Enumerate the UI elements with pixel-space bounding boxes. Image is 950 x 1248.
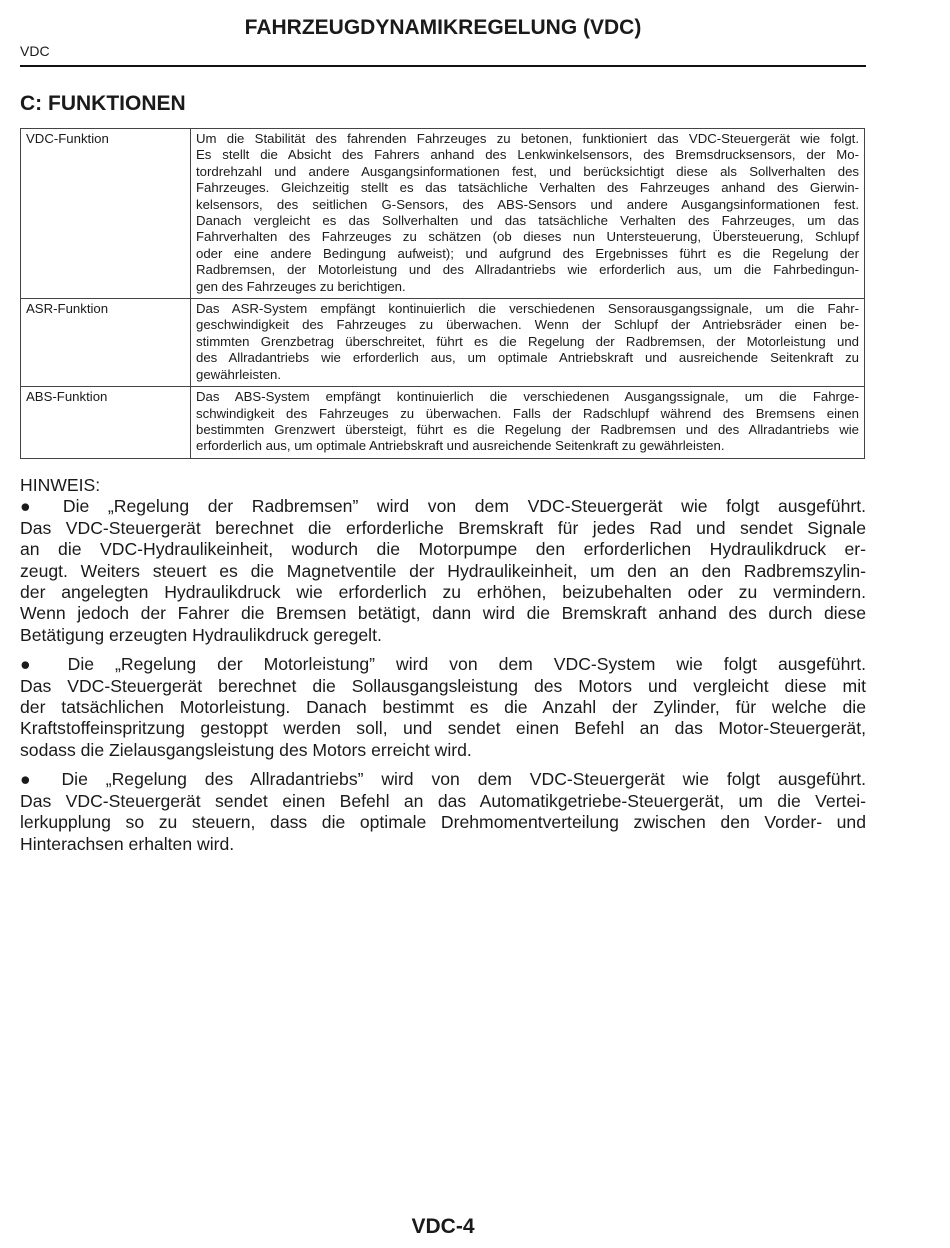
text-line: Fahrzeuges. Gleichzeitig stellt es das tatsächliche Verhalten des Fahrzeuges anhand des Gierwin- xyxy=(196,180,859,196)
header-rule xyxy=(20,65,866,67)
note-paragraph xyxy=(20,654,866,761)
functions-table xyxy=(20,128,865,459)
text-line: ● Die „Regelung der Radbremsen” wird von dem VDC-Steuergerät wie folgt ausgeführt. xyxy=(20,496,866,517)
text-line: Danach vergleicht es das Sollverhalten und das tatsächliche Verhalten des Fahrzeuges, um das xyxy=(196,213,859,229)
section-tag: VDC xyxy=(20,43,50,59)
note-body xyxy=(20,475,866,863)
text-line: stimmten Grenzbetrag überschreitet, führt es die Regelung der Radbremsen, der Motorleistung und xyxy=(196,333,859,349)
note-paragraph xyxy=(20,496,866,646)
table-row xyxy=(21,299,865,387)
function-description xyxy=(191,129,865,299)
function-description xyxy=(191,299,865,387)
section-heading: C: FUNKTIONEN xyxy=(20,92,186,115)
text-line: Wenn jedoch der Fahrer die Bremsen betätigt, dann wird die Bremskraft anhand des durch diese xyxy=(20,603,866,624)
note-paragraph xyxy=(20,769,866,855)
text-line: geschwindigkeit des Fahrzeuges zu überwachen. Wenn der Schlupf der Antriebsräder einen be- xyxy=(196,317,859,333)
note-label: HINWEIS: xyxy=(20,475,101,495)
text-line: der angelegten Hydraulikdruck wie erforderlich zu erhöhen, beizubehalten oder zu vermindern. xyxy=(20,582,866,603)
text-line: Fahrverhalten des Fahrzeuges zu schätzen (ob dieses nun Untersteuerung, Übersteuerung, Schlupf xyxy=(196,229,859,245)
text-line: ● Die „Regelung der Motorleistung” wird von dem VDC-System wie folgt ausgeführt. xyxy=(20,654,866,675)
text-line: an die VDC-Hydraulikeinheit, wodurch die Motorpumpe den erforderlichen Hydraulikdruck er- xyxy=(20,539,866,560)
text-line: Das VDC-Steuergerät berechnet die erforderliche Bremskraft für jedes Rad und sendet Signale xyxy=(20,517,866,538)
function-name: ASR-Funktion xyxy=(21,299,191,387)
text-line: Das VDC-Steuergerät sendet einen Befehl an das Automatikgetriebe-Steuergerät, um die Vertei- xyxy=(20,790,866,811)
function-name: ABS-Funktion xyxy=(21,387,191,459)
text-line: Radbremsen, der Motorleistung und des Allradantriebs wie erforderlich aus, um die Fahrbedingun- xyxy=(196,262,859,278)
text-line: Es stellt die Absicht des Fahrers anhand des Lenkwinkelsensors, des Bremsdrucksensors, der Mo- xyxy=(196,147,859,163)
text-line: kelsensors, des seitlichen G-Sensors, des ABS-Sensors und andere Ausgangsinformationen fest. xyxy=(196,196,859,212)
text-line: schwindigkeit des Fahrzeuges zu überwachen. Falls der Radschlupf während des Bremsens einen xyxy=(196,405,859,421)
text-line: sodass die Zielausgangsleistung des Motors erreicht wird. xyxy=(20,739,472,760)
text-line: Das ABS-System empfängt kontinuierlich die verschiedenen Ausgangssignale, um die Fahrge- xyxy=(196,389,859,405)
text-line: Betätigung erzeugten Hydraulikdruck geregelt. xyxy=(20,624,382,645)
text-line: Das ASR-System empfängt kontinuierlich die verschiedenen Sensorausgangssignale, um die Fahr- xyxy=(196,301,859,317)
text-line: zeugt. Weiters steuert es die Magnetventile der Hydraulikeinheit, um den an den Radbremszylin- xyxy=(20,560,866,581)
text-line: oder eine andere Bedingung aufweist); und aufgrund des Ergebnisses führt es die Regelung der xyxy=(196,245,859,261)
text-line: der tatsächlichen Motorleistung. Danach bestimmt es die Anzahl der Zylinder, für welche die xyxy=(20,697,866,718)
text-line: lerkupplung so zu steuern, dass die optimale Drehmomentverteilung zwischen den Vorder- und xyxy=(20,812,866,833)
text-line: Hinterachsen erhalten wird. xyxy=(20,833,235,854)
text-line: Das VDC-Steuergerät berechnet die Sollausgangsleistung des Motors und vergleicht diese mit xyxy=(20,675,866,696)
text-line: erforderlich aus, um optimale Antriebskraft und ausreichende Seitenkraft zu gewährleisten. xyxy=(196,438,725,454)
text-line: ● Die „Regelung des Allradantriebs” wird von dem VDC-Steuergerät wie folgt ausgeführt. xyxy=(20,769,866,790)
text-line: tordrehzahl und andere Ausgangsinformationen fest, und berücksichtigt diese als Sollverhalten des xyxy=(196,163,859,179)
page-title: FAHRZEUGDYNAMIKREGELUNG (VDC) xyxy=(244,16,642,39)
table-row xyxy=(21,387,865,459)
table-row xyxy=(21,129,865,299)
text-line: bestimmten Grenzwert übersteigt, führt es die Regelung der Radbremsen und des Allradantriebs wie xyxy=(196,421,859,437)
text-line: des Allradantriebs wie erforderlich aus, um optimale Antriebskraft und ausreichende Seitenkraft zu xyxy=(196,350,859,366)
text-line: Kraftstoffeinspritzung gestoppt werden soll, und sendet einen Befehl an das Motor-Steuergerät, xyxy=(20,718,866,739)
text-line: gen des Fahrzeuges zu berichtigen. xyxy=(196,278,406,294)
text-line: Um die Stabilität des fahrenden Fahrzeuges zu betonen, funktioniert das VDC-Steuergerät wie folgt. xyxy=(196,131,859,146)
function-name: VDC-Funktion xyxy=(21,129,191,299)
page-number: VDC-4 xyxy=(411,1215,475,1238)
function-description xyxy=(191,387,865,459)
text-line: gewährleisten. xyxy=(196,366,282,382)
